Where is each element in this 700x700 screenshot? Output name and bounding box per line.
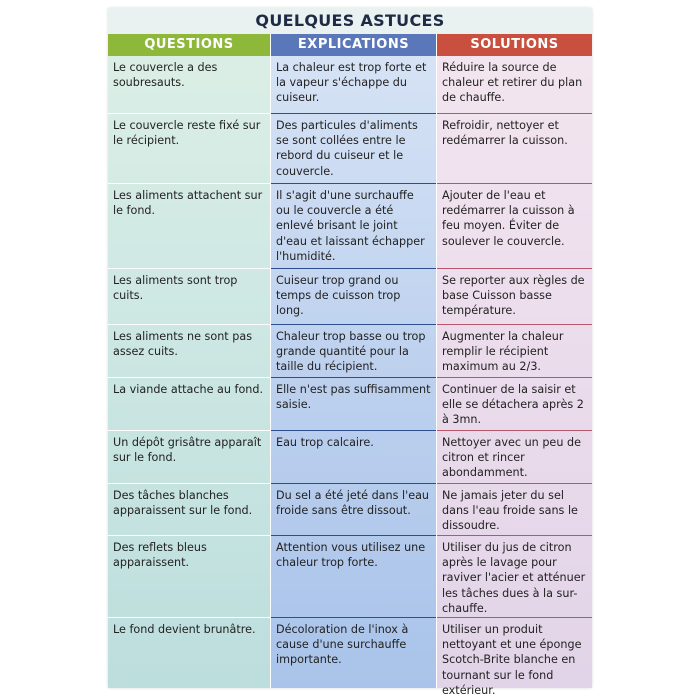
explication-cell: Des particules d'aliments se sont collées entre le rebord du cuiseur et le couvercle. [271,114,436,184]
solution-cell: Se reporter aux règles de base Cuisson basse température. [437,269,592,325]
explication-cell: Cuiseur trop grand ou temps de cuisson trop long. [271,269,436,325]
question-cell: Les aliments attachent sur le fond. [108,184,270,269]
question-cell: Le fond devient brunâtre. [113,623,256,636]
question-cell: Des reflets bleus apparaissent. [108,536,270,618]
explication-cell: Eau trop calcaire. [271,431,436,484]
questions-header: QUESTIONS [108,34,270,56]
question-cell: La viande attache au fond. [108,378,270,431]
explication-cell: Décoloration de l'inox à cause d'une surchauffe importante. [276,623,409,667]
tips-table [108,34,592,697]
question-cell: Les aliments sont trop cuits. [108,269,270,325]
solution-cell: Réduire la source de chaleur et retirer du plan de chauffe. [437,56,592,114]
solution-cell: Nettoyer avec un peu de citron et rincer abondamment. [437,431,592,484]
explications-header: EXPLICATIONS [271,34,436,56]
explication-cell: Il s'agit d'une surchauffe ou le couvercle a été enlevé brisant le joint d'eau et laissant échapper l'humidité. [271,184,436,269]
solution-cell: Ajouter de l'eau et redémarrer la cuisson à feu moyen. Éviter de soulever le couvercle. [437,184,592,269]
solution-cell: Utiliser du jus de citron après le lavage pour raviver l'acier et atténuer les tâches dues à la sur-chauffe. [437,536,592,618]
page-title: QUELQUES ASTUCES [108,8,592,34]
question-cell: Les aliments ne sont pas assez cuits. [108,325,270,378]
solutions-column [437,34,592,697]
solution-cell: Ne jamais jeter du sel dans l'eau froide sans le dissoudre. [437,484,592,536]
explication-cell: Du sel a été jeté dans l'eau froide sans être dissout. [271,484,436,536]
questions-column [108,34,270,688]
explications-column [270,34,437,688]
explication-cell: Attention vous utilisez une chaleur trop forte. [271,536,436,618]
solution-cell: Refroidir, nettoyer et redémarrer la cuisson. [437,114,592,184]
question-cell: Le couvercle reste fixé sur le récipient. [108,114,270,184]
solution-cell: Utiliser un produit nettoyant et une éponge Scotch-Brite blanche en tournant sur le fond extérieur. [442,623,582,697]
solution-cell: Augmenter la chaleur remplir le récipient maximum au 2/3. [437,325,592,378]
question-cell: Un dépôt grisâtre apparaît sur le fond. [108,431,270,484]
tips-sheet [108,8,592,697]
solutions-header: SOLUTIONS [437,34,592,56]
question-cell: Le couvercle a des soubresauts. [108,56,270,114]
solution-cell: Continuer de la saisir et elle se détachera après 2 à 3mn. [437,378,592,431]
explication-cell: Chaleur trop basse ou trop grande quantité pour la taille du récipient. [271,325,436,378]
explication-cell: Elle n'est pas suffisamment saisie. [271,378,436,431]
question-cell: Des tâches blanches apparaissent sur le fond. [108,484,270,536]
explication-cell: La chaleur est trop forte et la vapeur s'échappe du cuiseur. [271,56,436,114]
